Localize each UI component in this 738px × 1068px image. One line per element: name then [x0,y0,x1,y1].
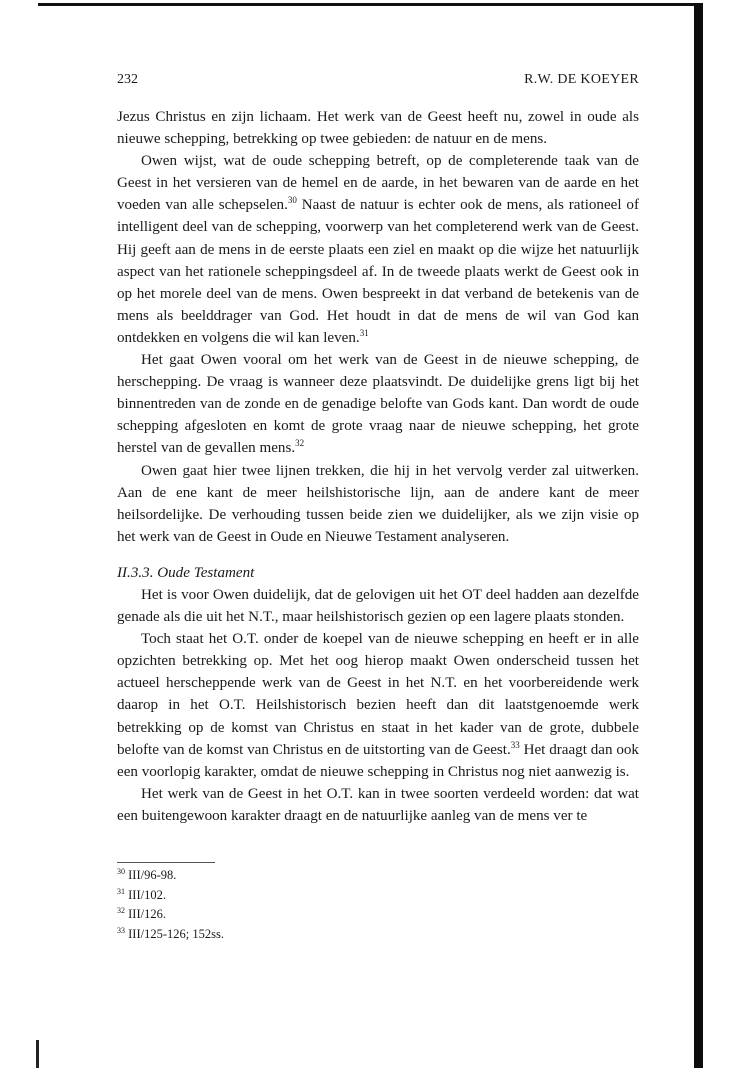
footnotes [117,866,417,944]
running-head: R.W. DE KOEYER [524,72,639,87]
footnote-30: $^{30}$ III/96-98. [117,867,177,882]
footnote-33: $^{33}$ III/125-126; 152ss. [117,925,224,941]
page-header [117,72,639,92]
paragraph-5: Het is voor Owen duidelijk, dat de gelovigen uit het OT deel hadden aan dezelfde genade als die uit het N.T., maar heilshistorisch gezien op een lagere plaats stonden. [117,586,639,626]
body-text [117,106,639,827]
footnote-31: $^{31}$ III/102. [117,886,166,902]
footnote-ref-32[interactable]: 32 [295,438,305,449]
paragraph-2: Owen wijst, wat de oude schepping betreft, op de completerende taak van de Geest in het versieren van de hemel en de aarde, in het bewaren van de aarde en het voeden van alle schepselen.$^{30}$ Naast de natuur is echter ook de mens, als rationeel of intelligent deel van de schepping, voorwerp van het completerend werk van de Geest. Hij geeft aan de mens in de eerste plaats een ziel en maakt op die wijze het natuurlijk aspect van het rationele scheppingsdeel af. In de tweede plaats werkt de Geest ook in op het morele deel van de mens. Owen bespreekt in dat verband de betekenis van de mens als beelddrager van God. Het houdt in dat de mens de wil van God kan ontdekken en volgens die wil kan leven.$^{31}$ [117,153,639,346]
page-number: 232 [117,72,138,87]
footnote-32: $^{32}$ III/126. [117,906,166,921]
paragraph-3: Het gaat Owen vooral om het werk van de Geest in de nieuwe schepping, de herschepping. De vraag is wanneer deze plaatsvindt. De duidelijke grens ligt bij het binnentreden van de zonde en de genadige belofte van Gods kant. Dan wordt de oude schepping afgesloten en komt de grote vraag naar de nieuwe schepping, het grote herstel van de gevallen mens.$^{32}$ [117,352,639,457]
footnote-ref-33[interactable]: 33 [510,739,520,750]
scan-border-top [38,3,698,6]
section-heading: II.3.3. Oude Testament [117,564,255,581]
footnote-ref-30[interactable]: 30 [287,195,297,206]
footnote-ref-31[interactable]: 31 [359,327,369,338]
scan-border-left [36,1040,39,1068]
scan-border-right [694,3,703,1068]
paragraph-1: Jezus Christus en zijn lichaam. Het werk van de Geest heeft nu, zowel in oude als nieuwe schepping, betrekking op twee gebieden: de natuur en de mens. [117,109,639,148]
footnote-rule [117,862,215,863]
paragraph-7: Het werk van de Geest in het O.T. kan in twee soorten verdeeld worden: dat wat een buitengewoon karakter draagt en de natuurlijke aanleg van de mens ver te [117,785,639,824]
paragraph-4: Owen gaat hier twee lijnen trekken, die hij in het vervolg verder zal uitwerken. Aan de ene kant de meer heilshistorische lijn, aan de andere kant de meer heilsordelijke. De verhouding tussen beide zien we duidelijker, als we zijn visie op het werk van de Geest in Oude en Nieuwe Testament analyseren. [117,462,639,545]
paragraph-6: Toch staat het O.T. onder de koepel van de nieuwe schepping en heeft er in alle opzichten betrekking op. Met het oog hierop maakt Owen onderscheid tussen het actueel herscheppende werk van de Geest in het N.T. en het voorbereidende werk daarop in het O.T. Heilshistorisch bezien heeft dan dit laatstgenoemde werk betrekking op de komst van Christus en staat in het kader van de grote, dubbele belofte van de komst van Christus en de uitstorting van de Geest.$^{33}$ Het draagt dan ook een voorlopig karakter, omdat de nieuwe schepping in Christus nog niet aanwezig is. [117,631,639,780]
